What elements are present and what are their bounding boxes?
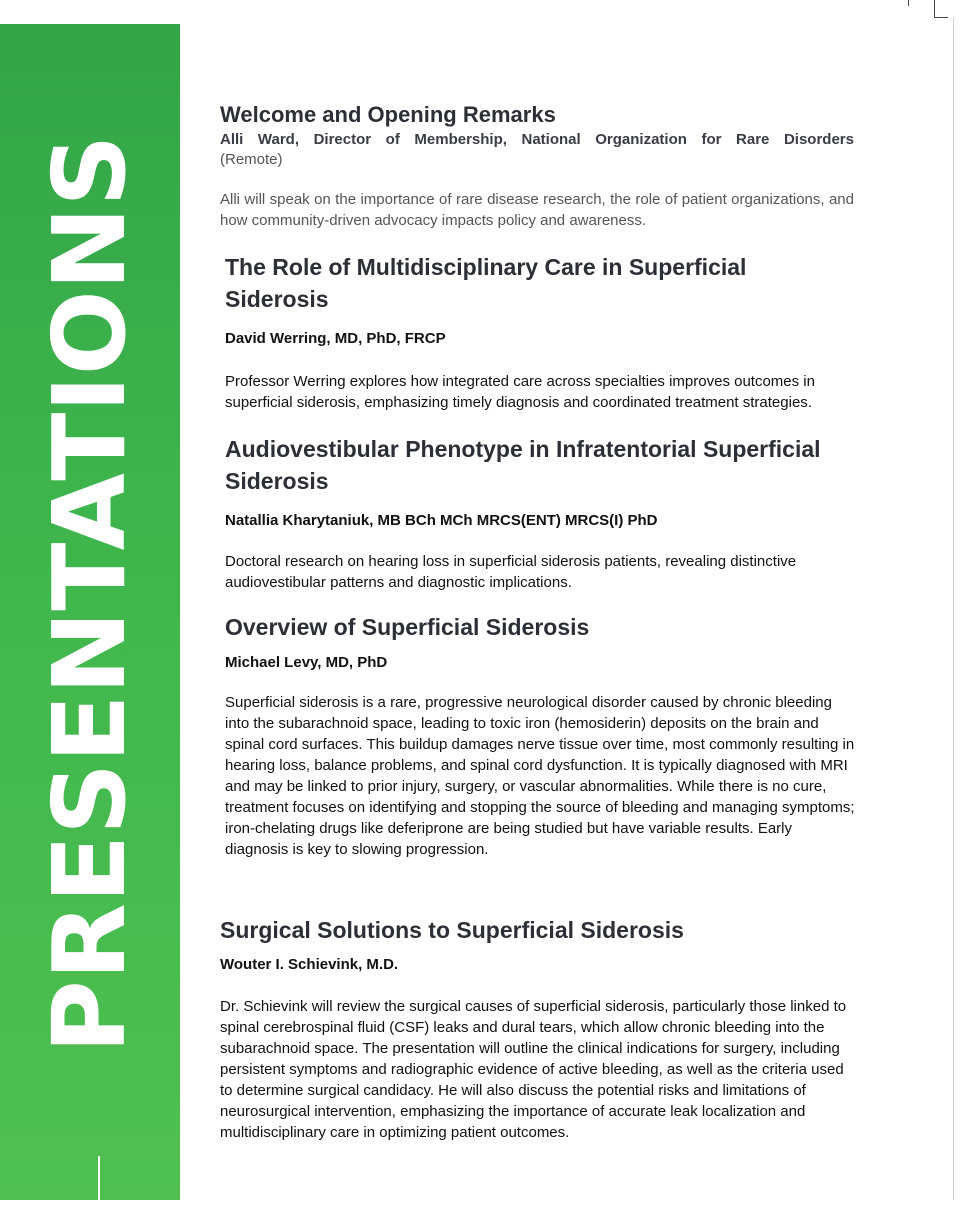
presentation-description: Doctoral research on hearing loss in superficial siderosis patients, revealing distinctive audiovestibular patterns and diagnostic implications.	[225, 553, 797, 591]
presentation-overview	[225, 611, 855, 860]
presentation-welcome	[220, 100, 854, 231]
presentation-description: Dr. Schievink will review the surgical causes of superficial siderosis, particularly those linked to spinal cerebrospinal fluid (CSF) leaks and dural tears, which allow chronic bleeding into the subarachnoid space. The presentation will outline the clinical indications for surgery, including persistent symptoms and radiographic evidence of active bleeding, as well as the criteria used to determine surgical candidacy. He will also discuss the potential risks and limitations of neurosurgical intervention, emphasizing the importance of accurate leak localization and multidisciplinary care in optimizing patient outcomes.	[220, 998, 847, 1141]
sidebar-decorative-line	[98, 1156, 100, 1208]
presentation-speaker: Michael Levy, MD, PhD	[225, 654, 388, 671]
sidebar-decorative-dot	[94, 1204, 104, 1214]
presentation-title: Audiovestibular Phenotype in Infratentorial Superficial Siderosis	[225, 436, 821, 494]
presentation-title: The Role of Multidisciplinary Care in Superficial Siderosis	[225, 254, 747, 312]
crop-mark	[934, 17, 948, 18]
presentation-note: (Remote)	[220, 151, 283, 168]
presentation-speaker: Natallia Kharytaniuk, MB BCh MCh MRCS(ENT) MRCS(I) PhD	[225, 512, 658, 529]
presentation-speaker: Wouter I. Schievink, M.D.	[220, 956, 399, 973]
sidebar-banner	[0, 24, 180, 1200]
presentation-title: Welcome and Opening Remarks	[220, 102, 556, 127]
presentation-title: Surgical Solutions to Superficial Siderosis	[220, 917, 684, 943]
presentation-speaker: David Werring, MD, PhD, FRCP	[225, 330, 446, 347]
presentation-multidisciplinary-care	[225, 251, 855, 413]
presentation-description: Alli will speak on the importance of rare disease research, the role of patient organizations, and how community-driven advocacy impacts policy and awareness.	[220, 191, 854, 229]
presentation-audiovestibular-phenotype	[225, 433, 860, 593]
page-edge-line	[953, 18, 954, 1200]
presentation-description: Superficial siderosis is a rare, progressive neurological disorder caused by chronic bleeding into the subarachnoid space, leading to toxic iron (hemosiderin) deposits on the brain and spinal cord surfaces. This buildup damages nerve tissue over time, most commonly resulting in hearing loss, balance problems, and spinal cord dysfunction. It is typically diagnosed with MRI and may be linked to prior injury, surgery, or vascular abnormalities. While there is no cure, treatment focuses on identifying and stopping the source of bleeding and managing symptoms; iron-chelating drugs like deferiprone are being studied but have variable results. Early diagnosis is key to slowing progression.	[225, 694, 855, 858]
sidebar-title: PRESENTATIONS	[31, 134, 148, 1054]
presentation-speaker: Alli Ward, Director of Membership, National Organization for Rare Disorders	[220, 131, 854, 148]
crop-mark	[934, 0, 935, 18]
crop-marks	[890, 0, 960, 40]
presentation-description: Professor Werring explores how integrated care across specialties improves outcomes in superficial siderosis, emphasizing timely diagnosis and coordinated treatment strategies.	[225, 373, 815, 411]
presentation-surgical-solutions	[220, 914, 855, 1143]
presentation-title: Overview of Superficial Siderosis	[225, 614, 590, 640]
crop-mark	[908, 0, 909, 6]
